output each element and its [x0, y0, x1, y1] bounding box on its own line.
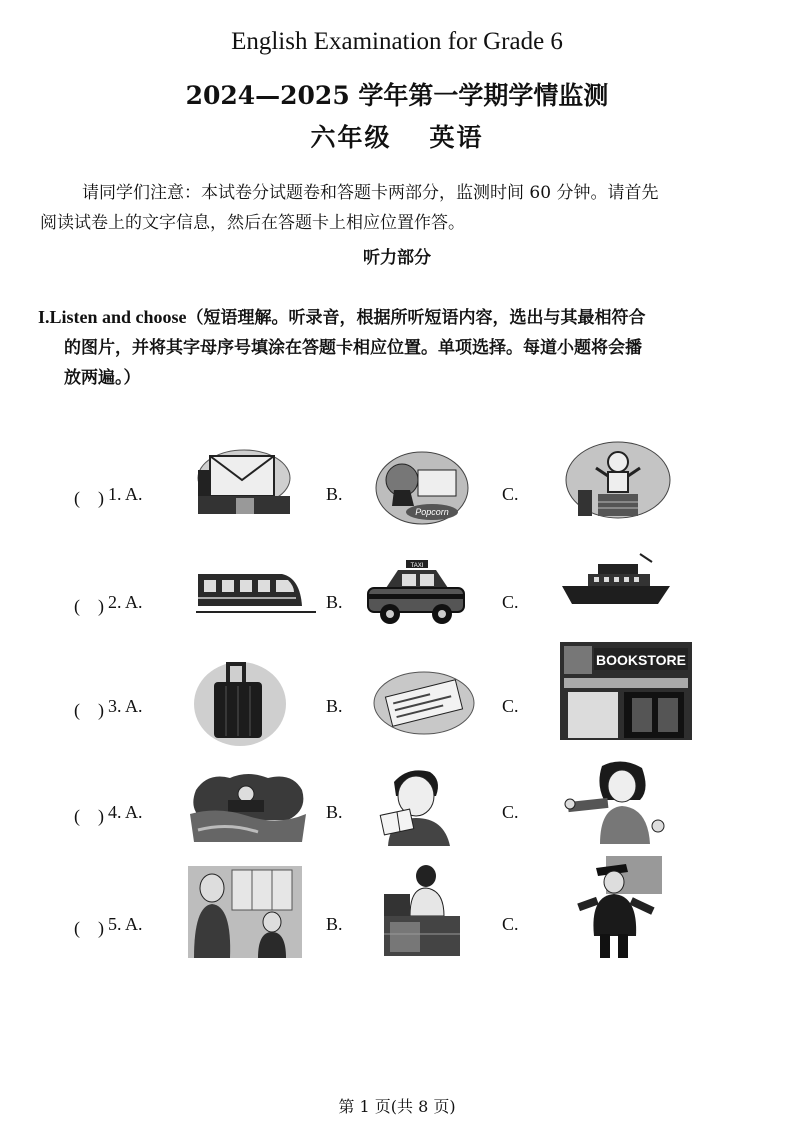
- subject-label: 英语: [429, 123, 484, 152]
- bookstore-picture[interactable]: [560, 642, 692, 740]
- man-lying-on-grass-picture[interactable]: [188, 770, 308, 846]
- grade-label: 六年级: [310, 123, 392, 152]
- bookstore-sign-text: BOOKSTORE: [596, 652, 686, 668]
- section-1-instruction-3: 放两遍。）: [64, 368, 141, 388]
- taxi-picture[interactable]: [364, 558, 468, 630]
- person-in-hat-picture[interactable]: [576, 856, 662, 960]
- option-c-label: C.: [502, 802, 519, 822]
- question-number: 1. A.: [108, 484, 143, 504]
- option-c-label: C.: [502, 592, 519, 612]
- option-c-label: C.: [502, 914, 519, 934]
- notice-line-2: 阅读试卷上的文字信息，然后在答题卡上相应位置作答。: [40, 213, 465, 233]
- popcorn-text: Popcorn: [415, 507, 449, 517]
- question-number: 2. A.: [108, 592, 143, 612]
- boy-reading-book-picture[interactable]: [378, 766, 462, 846]
- listening-section-heading: 听力部分: [363, 248, 431, 268]
- exam-subtitle: [0, 118, 794, 154]
- notice-line-1: 请同学们注意：本试卷分试题卷和答题卡两部分，监测时间 60 分钟。请首先: [82, 183, 659, 203]
- section-1-instruction-1: （短语理解。听录音，根据所听短语内容，选出与其最相符合: [186, 308, 646, 328]
- answer-blank[interactable]: ( ): [74, 596, 104, 616]
- question-row: [0, 650, 794, 750]
- option-b-label: B.: [326, 802, 343, 822]
- section-1-instruction-2: 的图片，并将其字母序号填涂在答题卡相应位置。单项选择。每道小题将会播: [64, 338, 642, 358]
- question-row: [0, 440, 794, 540]
- answer-blank[interactable]: ( ): [74, 918, 104, 938]
- question-number: 4. A.: [108, 802, 143, 822]
- train-picture[interactable]: [196, 570, 316, 616]
- option-b-label: B.: [326, 914, 343, 934]
- taxi-sign-text: TAXI: [410, 563, 424, 569]
- section-1-title: I.Listen and choose: [38, 307, 187, 327]
- option-b-label: B.: [326, 592, 343, 612]
- exam-title-english: English Examination for Grade 6: [231, 28, 563, 55]
- option-c-label: C.: [502, 696, 519, 716]
- ticket-picture[interactable]: [372, 670, 476, 736]
- page-footer: 第 1 页(共 8 页): [338, 1097, 456, 1116]
- question-number: 3. A.: [108, 696, 143, 716]
- option-b-label: B.: [326, 696, 343, 716]
- section-1-instructions: [38, 302, 758, 393]
- ship-picture[interactable]: [560, 552, 672, 612]
- robot-exhibit-picture[interactable]: [564, 440, 672, 522]
- girl-pointing-picture[interactable]: [564, 760, 668, 844]
- question-number: 5. A.: [108, 914, 143, 934]
- question-row: [0, 758, 794, 858]
- popcorn-cinema-picture[interactable]: [374, 450, 470, 526]
- man-at-desk-picture[interactable]: [380, 864, 464, 958]
- exam-title-chinese: 2024—2025 学年第一学期学情监测: [185, 81, 609, 110]
- mother-and-child-picture[interactable]: [188, 866, 302, 958]
- answer-blank[interactable]: ( ): [74, 700, 104, 720]
- option-b-label: B.: [326, 484, 343, 504]
- option-c-label: C.: [502, 484, 519, 504]
- answer-blank[interactable]: ( ): [74, 806, 104, 826]
- envelope-letter-picture[interactable]: [196, 448, 292, 516]
- question-row: [0, 552, 794, 652]
- answer-blank[interactable]: ( ): [74, 488, 104, 508]
- question-row: [0, 862, 794, 962]
- suitcase-picture[interactable]: [192, 658, 288, 748]
